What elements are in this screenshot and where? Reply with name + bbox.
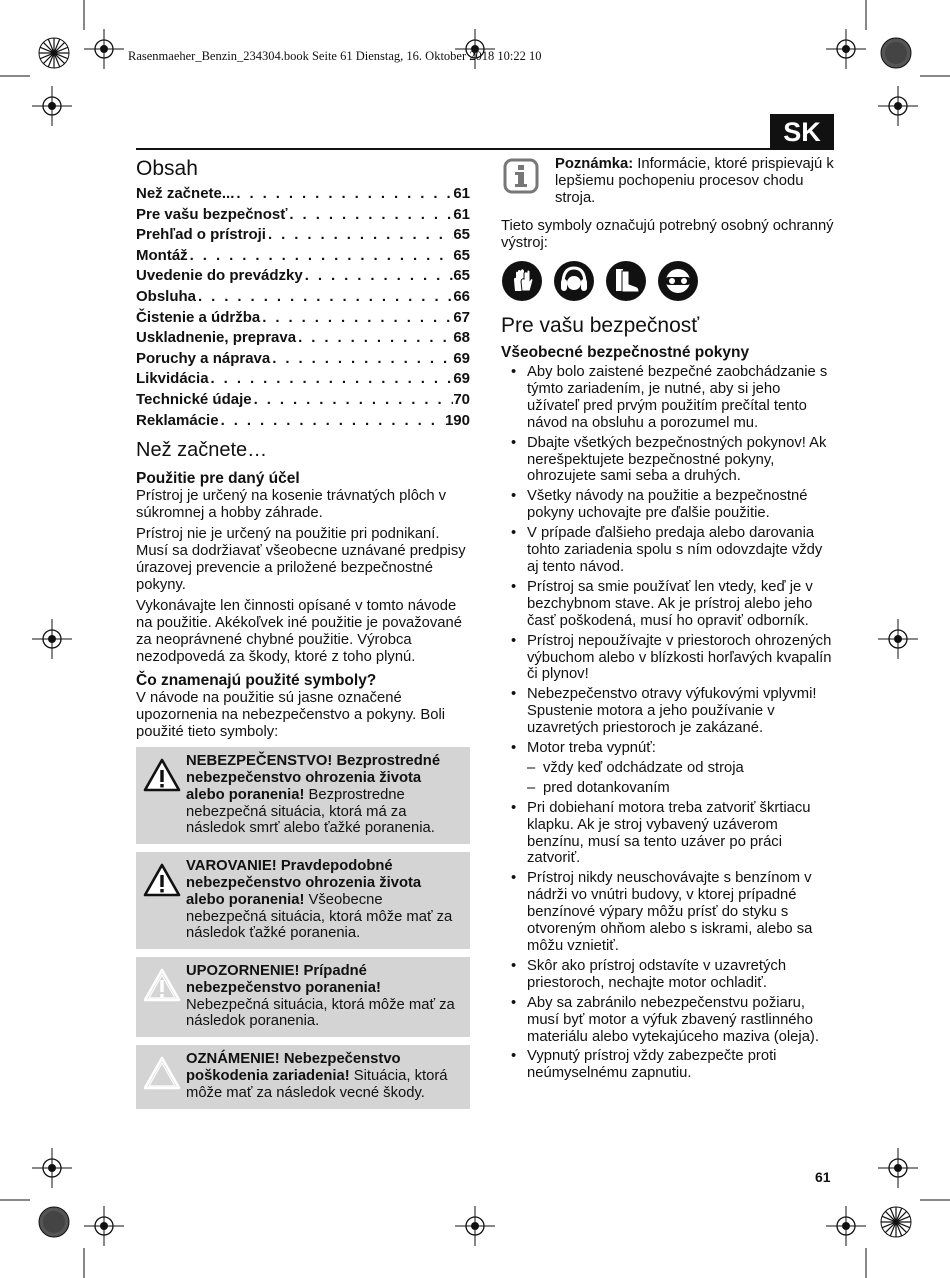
toc-entry-page: 61 — [453, 205, 470, 223]
toc-entry — [136, 328, 470, 349]
toc-entry-label: Uvedenie do prevádzky — [136, 267, 303, 285]
safety-item — [501, 525, 835, 576]
safety-item — [501, 686, 835, 737]
right-column — [501, 156, 835, 1085]
warning-box — [136, 852, 470, 949]
warning-title: VAROVANIE! Pravdepodobné nebezpečenstvo ohrozenia života alebo poranenia! — [186, 858, 422, 908]
safety-item-text: Všetky návody na použitie a bezpečnostné pokyny uchovajte pre ďalšie použitie. — [527, 488, 808, 522]
table-of-contents — [136, 184, 470, 431]
warning-box — [136, 747, 470, 844]
safety-item — [501, 958, 835, 992]
warning-box — [136, 957, 470, 1037]
bullet-marker: • — [511, 632, 517, 649]
dash-marker: – — [527, 759, 536, 776]
warning-text: Situácia, ktorá môže mať za následok vecné škody. — [186, 1068, 448, 1101]
toc-entry-label: Prehľad o prístroji — [136, 226, 266, 244]
toc-entry-page: 67 — [453, 308, 470, 326]
toc-leader-dots — [234, 184, 453, 205]
intro-title: Než začnete… — [136, 439, 268, 462]
toc-entry-page: 70 — [453, 390, 470, 408]
toc-entry — [136, 390, 470, 411]
ppe-text: Tieto symboly označujú potrebný osobný ochranný výstroj: — [501, 218, 834, 251]
toc-entry — [136, 411, 470, 432]
safety-item-text: Nebezpečenstvo otravy výfukovými vplyvmi! Spustenie motora a jeho používanie v uzavretých priestoroch je zakázané. — [527, 686, 817, 737]
use-paragraph-1: Prístroj je určený na kosenie trávnatých plôch v súkromnej a hobby záhrade. — [136, 488, 447, 522]
warning-text: Bezprostredne nebezpečná situácia, ktorá má za následok smrť alebo ťažké poranenia. — [186, 786, 435, 837]
toc-leader-dots — [296, 328, 453, 349]
info-icon — [501, 156, 555, 207]
bullet-marker: • — [511, 994, 517, 1011]
symbols-paragraph: V návode na použitie sú jasne označené upozornenia na nebezpečenstvo a pokyny. Boli použité tieto symboly: — [136, 690, 446, 741]
toc-entry-page: 68 — [453, 329, 470, 347]
toc-entry — [136, 266, 470, 287]
bullet-marker: • — [511, 686, 517, 703]
bullet-marker: • — [511, 799, 517, 816]
toc-entry-label: Technické údaje — [136, 390, 252, 408]
ear-protection-icon — [553, 260, 595, 302]
dash-marker: – — [527, 779, 536, 796]
safety-item-text: V prípade ďalšieho predaja alebo darovania tohto zariadenia spolu s ním odovzdajte vždy aj tento návod. — [527, 525, 823, 575]
bullet-marker: • — [511, 434, 517, 451]
toc-leader-dots — [266, 225, 453, 246]
toc-leader-dots — [219, 411, 445, 432]
safety-item-text: Aby sa zabránilo nebezpečenstvu požiaru, musí byť motor a výfuk zbavený rastlinného materiálu alebo vytekajúceho maziva (oleja). — [527, 994, 819, 1045]
bullet-marker: • — [511, 525, 517, 542]
safety-item-text: Dbajte všetkých bezpečnostných pokynov! Ak nerešpektujete bezpečnostné pokyny, ohrozujete sami seba a druhých. — [527, 434, 827, 485]
toc-entry-label: Reklamácie — [136, 411, 219, 429]
toc-title: Obsah — [136, 157, 198, 180]
language-badge: SK — [770, 114, 834, 150]
warning-triangle-icon — [142, 858, 186, 942]
gloves-icon — [501, 260, 543, 302]
note-label: Poznámka: — [555, 156, 634, 172]
safety-item — [501, 364, 835, 432]
safety-list — [501, 364, 835, 1082]
safety-subitem — [501, 780, 835, 797]
toc-entry-page: 65 — [453, 246, 470, 264]
note-text: Informácie, ktoré prispievajú k lepšiemu pochopeniu procesov chodu stroja. — [555, 156, 834, 206]
safety-item-text: Prístroj sa smie používať len vtedy, keď je v bezchybnom stave. Ak je prístroj alebo jeho časť poškodená, musí ho opraviť odborník. — [527, 578, 813, 629]
safety-item — [501, 740, 835, 757]
safety-item-text: Skôr ako prístroj odstavíte v uzavretých priestoroch, nechajte motor ochladiť. — [527, 957, 787, 991]
toc-entry-page: 61 — [453, 185, 470, 202]
safety-subitem — [501, 760, 835, 777]
toc-entry — [136, 184, 470, 205]
toc-entry — [136, 349, 470, 370]
safety-item — [501, 800, 835, 868]
toc-entry-page: 66 — [453, 287, 470, 305]
toc-entry-label: Likvidácia — [136, 370, 209, 388]
caution-triangle-icon — [142, 963, 186, 1030]
safety-item-text: Pri dobiehaní motora treba zatvoriť škrtiacu klapku. Ak je stroj vybavený uzáverom benzínu, musí sa tento uzáver po práci zatvoriť. — [527, 799, 811, 867]
toc-leader-dots — [303, 266, 454, 287]
symbols-heading: Čo znamenajú použité symboly? — [136, 672, 377, 690]
print-header: Rasenmaeher_Benzin_234304.book Seite 61 Dienstag, 16. Oktober 2018 10:22 10 — [128, 49, 542, 63]
bullet-marker: • — [511, 364, 517, 380]
safety-item — [501, 870, 835, 955]
safety-item — [501, 435, 835, 486]
bullet-marker: • — [511, 578, 517, 595]
warning-title: NEBEZPEČENSTVO! Bezprostredné nebezpečenstvo ohrozenia života alebo poranenia! — [186, 753, 441, 803]
toc-entry — [136, 246, 470, 267]
safety-item-text: pred dotankovaním — [543, 779, 670, 796]
toc-entry-label: Poruchy a náprava — [136, 349, 271, 367]
toc-entry-page: 190 — [444, 411, 470, 429]
safety-subheading: Všeobecné bezpečnostné pokyny — [501, 344, 750, 361]
toc-entry-label: Pre vašu bezpečnosť — [136, 205, 288, 223]
safety-item — [501, 488, 835, 522]
safety-item-text: Aby bolo zaistené bezpečné zaobchádzanie s týmto zariadením, je nutné, aby si jeho užívateľ pred prvým použitím prečítal tento návod na obsluhu a porozumel mu. — [527, 364, 828, 431]
toc-entry-page: 65 — [453, 226, 470, 244]
page-number: 61 — [815, 1169, 831, 1185]
toc-leader-dots — [196, 287, 453, 308]
use-heading: Použitie pre daný účel — [136, 470, 300, 488]
toc-leader-dots — [287, 205, 453, 226]
header-rule — [136, 148, 834, 150]
bullet-marker: • — [511, 957, 517, 974]
bullet-marker: • — [511, 740, 517, 757]
safety-item-text: Prístroj nepoužívajte v priestoroch ohrozených výbuchom alebo v blízkosti horľavých kvapalín či plynov! — [527, 632, 832, 683]
safety-boots-icon — [605, 260, 647, 302]
toc-entry-page: 65 — [453, 267, 470, 285]
safety-item-text: Vypnutý prístroj vždy zabezpečte proti neúmyselnému zapnutiu. — [527, 1048, 777, 1082]
safety-item — [501, 633, 835, 684]
warning-text: Nebezpečná situácia, ktorá môže mať za následok poranenia. — [186, 996, 455, 1030]
toc-entry-label: Obsluha — [136, 287, 197, 305]
left-column — [136, 156, 470, 1117]
danger-triangle-icon — [142, 753, 186, 837]
toc-entry-page: 69 — [453, 370, 470, 388]
ppe-icons — [501, 260, 835, 302]
bullet-marker: • — [511, 1048, 517, 1065]
toc-entry — [136, 225, 470, 246]
warning-title: UPOZORNENIE! Prípadné nebezpečenstvo poranenia! — [186, 963, 381, 996]
safety-title: Pre vašu bezpečnosť — [501, 314, 700, 337]
toc-entry — [136, 369, 470, 390]
toc-entry-label: Čistenie a údržba — [136, 308, 261, 326]
toc-entry — [136, 287, 470, 308]
warning-title: OZNÁMENIE! Nebezpečenstvo poškodenia zariadenia! — [186, 1051, 401, 1085]
toc-leader-dots — [188, 246, 454, 267]
toc-entry-page: 69 — [453, 349, 470, 367]
safety-item-text: vždy keď odchádzate od stroja — [543, 759, 744, 776]
use-paragraph-3: Vykonávajte len činnosti opísané v tomto návode na použitie. Akékoľvek iné použitie je považované za neoprávnené chybné použitie. Výrobca nezodpovedá za škody, ktoré z toho plynú. — [136, 598, 462, 666]
warning-boxes — [136, 747, 470, 1109]
safety-goggles-icon — [657, 260, 699, 302]
toc-entry-label: Uskladnenie, preprava — [136, 329, 297, 347]
toc-leader-dots — [252, 390, 454, 411]
bullet-marker: • — [511, 870, 517, 887]
toc-entry-label: Než začnete... — [136, 185, 235, 202]
bullet-marker: • — [511, 488, 517, 505]
toc-leader-dots — [270, 349, 453, 370]
safety-item-text: Motor treba vypnúť: — [527, 740, 656, 757]
safety-item — [501, 579, 835, 630]
warning-box — [136, 1045, 470, 1108]
toc-entry — [136, 205, 470, 226]
note-block — [501, 156, 835, 207]
toc-leader-dots — [209, 369, 454, 390]
safety-item — [501, 995, 835, 1046]
warning-text: Všeobecne nebezpečná situácia, ktorá môže mať za následok ťažké poranenia. — [186, 891, 453, 942]
notice-triangle-icon — [142, 1051, 186, 1101]
safety-item-text: Prístroj nikdy neuschovávajte s benzínom v nádrži vo vnútri budovy, v ktorej prípadné benzínové výpary môžu prísť do styku s otvoreným ohňom alebo s iskrami, alebo sa môžu vznietiť. — [527, 870, 813, 954]
safety-item — [501, 1048, 835, 1082]
toc-entry — [136, 308, 470, 329]
toc-leader-dots — [260, 308, 453, 329]
toc-entry-label: Montáž — [136, 246, 188, 264]
use-paragraph-2: Prístroj nie je určený na použitie pri podnikaní. Musí sa dodržiavať všeobecne uznávané predpisy úrazovej prevencie a priložené bezpečnostné pokyny. — [136, 526, 466, 594]
